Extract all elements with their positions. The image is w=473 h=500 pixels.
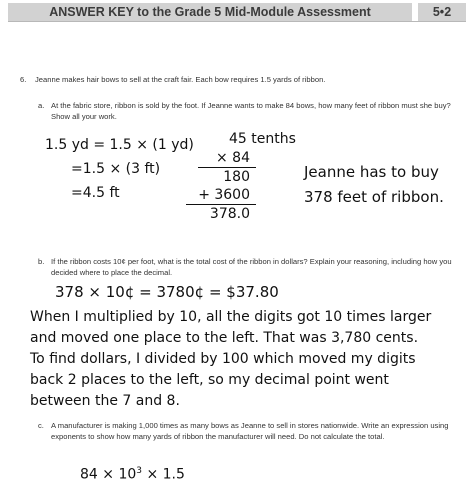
- mult-factor: × 84: [216, 150, 250, 166]
- mult-header: 45 tenths: [229, 131, 296, 147]
- page-header: [0, 0, 473, 24]
- part-c-prompt: A manufacturer is making 1,000 times as many bows as Jeanne to sell in stores nationwide. Write an expression using exponents to show how many yards of ribbon the manufacturer will need. Do not calculate the total.: [51, 421, 449, 441]
- partial-product-1: 180: [223, 169, 250, 185]
- answer-c-expression: [80, 466, 185, 483]
- question-text: Jeanne makes hair bows to sell at the craft fair. Each bow requires 1.5 yards of ribbon.: [35, 75, 326, 84]
- part-c-label: c.: [38, 421, 44, 430]
- explanation-line-2: and moved one place to the left. That was 3,780 cents.: [30, 330, 419, 346]
- work-line-1: 1.5 yd = 1.5 × (1 yd): [45, 137, 194, 153]
- answer-a-line-1: Jeanne has to buy: [304, 163, 439, 181]
- module-badge: 5•2: [418, 3, 466, 21]
- explanation-line-1: When I multiplied by 10, all the digits got 10 times larger: [30, 309, 432, 325]
- part-a-label: a.: [38, 101, 45, 110]
- expression-tail: × 1.5: [142, 466, 185, 483]
- partial-product-2: + 3600: [198, 187, 250, 203]
- part-b-prompt: If the ribbon costs 10¢ per foot, what is the total cost of the ribbon in dollars? Explain your reasoning, including how you decided where to place the decimal.: [51, 257, 452, 277]
- explanation-line-5: between the 7 and 8.: [30, 393, 180, 409]
- work-line-3: =4.5 ft: [71, 185, 120, 201]
- product: 378.0: [209, 206, 250, 222]
- part-b-label: b.: [38, 257, 45, 266]
- expression-base: 84 × 10: [80, 466, 137, 483]
- part-a-prompt: At the fabric store, ribbon is sold by the foot. If Jeanne wants to make 84 bows, how many feet of ribbon must she buy? Show all your work.: [51, 101, 451, 121]
- work-line-2: =1.5 × (3 ft): [71, 161, 161, 177]
- explanation-line-3: To find dollars, I divided by 100 which moved my digits: [30, 351, 416, 367]
- explanation-line-4: back 2 places to the left, so my decimal point went: [30, 372, 389, 388]
- header-title: ANSWER KEY to the Grade 5 Mid-Module Assessment: [8, 3, 412, 21]
- header-divider: [8, 21, 466, 22]
- answer-b-equation: 378 × 10¢ = 3780¢ = $37.80: [55, 283, 279, 301]
- expression-exponent: 3: [136, 466, 142, 476]
- answer-a-line-2: 378 feet of ribbon.: [304, 188, 444, 206]
- question-number: 6.: [20, 75, 27, 84]
